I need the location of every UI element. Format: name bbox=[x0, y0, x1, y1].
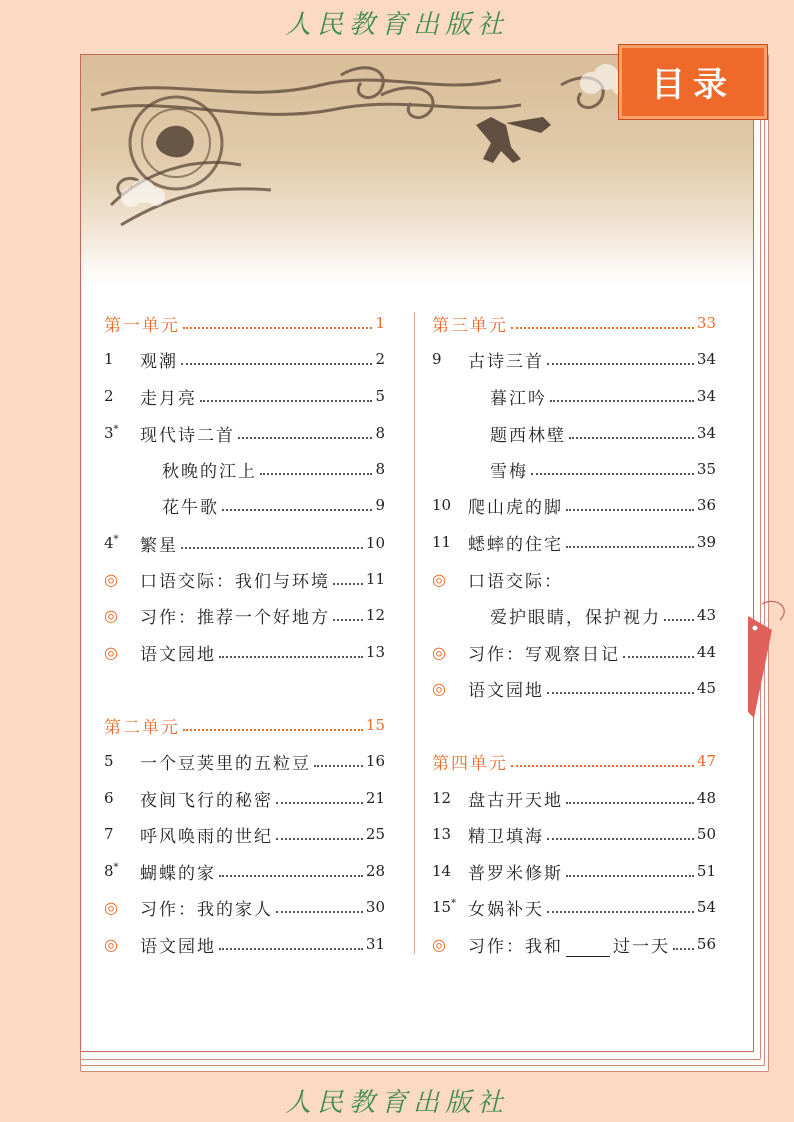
leader-dots bbox=[333, 619, 363, 621]
leader-dots bbox=[531, 473, 694, 475]
leader-dots bbox=[673, 948, 694, 950]
entry-title bbox=[140, 859, 216, 884]
leader-dots bbox=[222, 509, 372, 511]
lesson-number-text: 12 bbox=[432, 789, 452, 807]
toc-entry-lesson[interactable] bbox=[104, 346, 385, 372]
page-number: 33 bbox=[696, 314, 716, 332]
entry-title-text: 精卫填海 bbox=[468, 826, 544, 847]
toc-entry-activity[interactable] bbox=[104, 894, 385, 920]
toc-entry-activity[interactable] bbox=[432, 639, 716, 665]
page-number: 2 bbox=[375, 350, 385, 368]
entry-title-text: 习作：我的家人 bbox=[140, 899, 273, 920]
toc-entry-activity[interactable] bbox=[432, 931, 716, 957]
entry-title bbox=[140, 493, 219, 518]
entry-title-text: 雪梅 bbox=[490, 461, 528, 482]
lesson-number bbox=[104, 350, 140, 368]
lesson-number bbox=[432, 496, 468, 514]
toc-entry-sub[interactable] bbox=[104, 456, 385, 482]
entry-title-text: 夜间飞行的秘密 bbox=[140, 790, 273, 811]
page-number: 16 bbox=[365, 752, 385, 770]
lesson-number bbox=[104, 534, 140, 552]
entry-title bbox=[140, 421, 235, 446]
page-number: 13 bbox=[365, 643, 385, 661]
entry-title-text: 语文园地 bbox=[140, 644, 216, 665]
lesson-number-text: 9 bbox=[432, 350, 442, 368]
lesson-number-text: 4 bbox=[104, 534, 114, 552]
entry-title-text: 第二单元 bbox=[104, 717, 180, 738]
toc-entry-lesson[interactable] bbox=[432, 492, 716, 518]
optional-star: * bbox=[113, 424, 119, 435]
page-number: 8 bbox=[375, 460, 385, 478]
activity-marker-icon: ◎ bbox=[104, 569, 118, 589]
page-number: 47 bbox=[696, 752, 716, 770]
leader-dots bbox=[569, 437, 694, 439]
activity-marker-icon: ◎ bbox=[104, 934, 118, 954]
activity-marker-icon: ◎ bbox=[104, 605, 118, 625]
leader-dots bbox=[333, 583, 363, 585]
entry-title-text: 爬山虎的脚 bbox=[468, 497, 563, 518]
entry-title bbox=[140, 895, 273, 920]
entry-title-text: 语文园地 bbox=[468, 680, 544, 701]
entry-title bbox=[468, 457, 528, 482]
lesson-number-text: 14 bbox=[432, 862, 452, 880]
page-number: 36 bbox=[696, 496, 716, 514]
entry-title bbox=[468, 859, 563, 884]
entry-title bbox=[468, 421, 566, 446]
page-number: 30 bbox=[365, 898, 385, 916]
leader-dots bbox=[566, 875, 694, 877]
optional-star: * bbox=[113, 534, 119, 545]
bookmark-ribbon bbox=[742, 600, 794, 730]
optional-star: * bbox=[451, 898, 457, 909]
entry-title-suffix: 过一天 bbox=[613, 936, 670, 957]
lesson-number bbox=[432, 533, 468, 551]
entry-title bbox=[468, 822, 544, 847]
leader-dots bbox=[181, 363, 372, 365]
toc-entry-sub[interactable] bbox=[432, 602, 716, 628]
lesson-number-text: 3 bbox=[104, 424, 114, 442]
entry-title bbox=[140, 457, 257, 482]
entry-title-text: 习作：我和 bbox=[468, 936, 563, 957]
leader-dots bbox=[566, 546, 694, 548]
entry-title bbox=[468, 640, 620, 665]
activity-marker-icon: ◎ bbox=[104, 642, 118, 662]
page-number: 50 bbox=[696, 825, 716, 843]
entry-title bbox=[140, 567, 330, 592]
entry-title-text: 题西林壁 bbox=[490, 425, 566, 446]
leader-dots bbox=[219, 875, 363, 877]
page-number: 51 bbox=[696, 862, 716, 880]
lesson-number bbox=[104, 825, 140, 843]
entry-title-text: 一个豆荚里的五粒豆 bbox=[140, 753, 311, 774]
page-number: 34 bbox=[696, 387, 716, 405]
activity-marker-icon: ◎ bbox=[432, 678, 446, 698]
publisher-logo-top: 人民教育出版社 bbox=[284, 10, 509, 40]
entry-title-text: 习作：写观察日记 bbox=[468, 644, 620, 665]
activity-marker-icon: ◎ bbox=[432, 934, 446, 954]
toc-entry-lesson[interactable] bbox=[104, 383, 385, 409]
entry-title-text: 语文园地 bbox=[140, 936, 216, 957]
entry-title bbox=[140, 640, 216, 665]
page-number: 34 bbox=[696, 350, 716, 368]
entry-title-text: 盘古开天地 bbox=[468, 790, 563, 811]
entry-title bbox=[140, 749, 311, 774]
page-number: 9 bbox=[375, 496, 385, 514]
entry-title-text: 走月亮 bbox=[140, 388, 197, 409]
toc-entry-lesson[interactable] bbox=[432, 894, 716, 920]
entry-title bbox=[140, 384, 197, 409]
lesson-number bbox=[104, 387, 140, 405]
page-number: 31 bbox=[365, 935, 385, 953]
entry-title bbox=[140, 603, 330, 628]
entry-title bbox=[140, 932, 216, 957]
lesson-number bbox=[104, 752, 140, 770]
leader-dots bbox=[314, 765, 363, 767]
entry-title bbox=[468, 567, 563, 592]
leader-dots bbox=[566, 509, 694, 511]
leader-dots bbox=[183, 729, 363, 731]
entry-title-text: 现代诗二首 bbox=[140, 425, 235, 446]
page-number: 35 bbox=[696, 460, 716, 478]
lesson-number bbox=[432, 789, 468, 807]
optional-star: * bbox=[113, 862, 119, 873]
toc-entry-lesson[interactable] bbox=[104, 748, 385, 774]
entry-title bbox=[468, 932, 670, 957]
entry-title bbox=[468, 493, 563, 518]
leader-dots bbox=[664, 619, 694, 621]
leader-dots bbox=[276, 838, 363, 840]
entry-title bbox=[104, 311, 180, 336]
toc-entry-sub[interactable] bbox=[432, 420, 716, 446]
leader-dots bbox=[181, 547, 363, 549]
toc-entry-lesson[interactable] bbox=[432, 529, 716, 555]
toc-entry-lesson[interactable] bbox=[104, 821, 385, 847]
entry-title-text: 蟋蟀的住宅 bbox=[468, 534, 563, 555]
page-number: 56 bbox=[696, 935, 716, 953]
page-number: 48 bbox=[696, 789, 716, 807]
lesson-number-text: 2 bbox=[104, 387, 114, 405]
column-divider bbox=[414, 312, 415, 954]
page-number: 15 bbox=[365, 716, 385, 734]
leader-dots bbox=[260, 473, 372, 475]
toc-entry-lesson[interactable] bbox=[432, 821, 716, 847]
toc-entry-lesson[interactable] bbox=[432, 346, 716, 372]
entry-title bbox=[104, 713, 180, 738]
entry-title bbox=[140, 531, 178, 556]
entry-title bbox=[140, 786, 273, 811]
lesson-number-text: 11 bbox=[432, 533, 452, 551]
toc-entry-activity[interactable] bbox=[432, 675, 716, 701]
page-number: 34 bbox=[696, 424, 716, 442]
lesson-number bbox=[104, 789, 140, 807]
page-number: 11 bbox=[365, 570, 385, 588]
entry-title-text: 呼风唤雨的世纪 bbox=[140, 826, 273, 847]
page-number: 25 bbox=[365, 825, 385, 843]
leader-dots bbox=[276, 802, 363, 804]
lesson-number-text: 1 bbox=[104, 350, 114, 368]
page-number: 54 bbox=[696, 898, 716, 916]
entry-title-text: 口语交际： bbox=[468, 571, 563, 592]
toc-entry-unit[interactable] bbox=[104, 712, 385, 738]
leader-dots bbox=[183, 327, 372, 329]
page-number: 44 bbox=[696, 643, 716, 661]
entry-title-text: 口语交际：我们与环境 bbox=[140, 571, 330, 592]
entry-title bbox=[468, 895, 544, 920]
toc-entry-activity[interactable] bbox=[104, 566, 385, 592]
page-number: 28 bbox=[365, 862, 385, 880]
toc-entry-unit[interactable] bbox=[432, 310, 716, 336]
lesson-number-text: 8 bbox=[104, 862, 114, 880]
toc-entry-sub[interactable] bbox=[104, 492, 385, 518]
lesson-number bbox=[432, 825, 468, 843]
leader-dots bbox=[238, 437, 372, 439]
entry-title bbox=[468, 676, 544, 701]
toc-entry-lesson[interactable] bbox=[104, 858, 385, 884]
entry-title bbox=[468, 347, 544, 372]
page-number: 5 bbox=[375, 387, 385, 405]
page-number: 45 bbox=[696, 679, 716, 697]
entry-title-text: 观潮 bbox=[140, 351, 178, 372]
leader-dots bbox=[547, 692, 694, 694]
leader-dots bbox=[511, 765, 694, 767]
toc-entry-activity[interactable] bbox=[104, 602, 385, 628]
entry-title-text: 爱护眼睛，保护视力 bbox=[490, 607, 661, 628]
entry-title bbox=[468, 530, 563, 555]
lesson-number-text: 5 bbox=[104, 752, 114, 770]
leader-dots bbox=[547, 363, 694, 365]
lesson-number bbox=[432, 350, 468, 368]
leader-dots bbox=[550, 400, 694, 402]
lesson-number bbox=[432, 862, 468, 880]
toc-entry-sub[interactable] bbox=[432, 456, 716, 482]
entry-title bbox=[468, 384, 547, 409]
entry-title bbox=[432, 311, 508, 336]
toc-entry-unit[interactable] bbox=[104, 310, 385, 336]
entry-title-text: 花牛歌 bbox=[162, 497, 219, 518]
page-number: 12 bbox=[365, 606, 385, 624]
entry-title bbox=[468, 603, 661, 628]
lesson-number-text: 15 bbox=[432, 898, 452, 916]
toc-entry-lesson[interactable] bbox=[432, 785, 716, 811]
leader-dots bbox=[276, 911, 363, 913]
contents-title-tab bbox=[618, 44, 768, 120]
toc-entry-unit[interactable] bbox=[432, 748, 716, 774]
lesson-number-text: 7 bbox=[104, 825, 114, 843]
entry-title bbox=[432, 749, 508, 774]
leader-dots bbox=[219, 656, 363, 658]
page-number: 39 bbox=[696, 533, 716, 551]
page-number: 21 bbox=[365, 789, 385, 807]
publisher-logo-bottom: 人民教育出版社 bbox=[284, 1088, 509, 1118]
toc-entry-lesson[interactable] bbox=[104, 785, 385, 811]
lesson-number-text: 10 bbox=[432, 496, 452, 514]
toc-entry-lesson[interactable] bbox=[104, 530, 385, 556]
leader-dots bbox=[511, 327, 694, 329]
toc-entry-sub[interactable] bbox=[432, 383, 716, 409]
leader-dots bbox=[200, 400, 372, 402]
entry-title-text: 蝴蝶的家 bbox=[140, 863, 216, 884]
page-number: 43 bbox=[696, 606, 716, 624]
entry-title bbox=[140, 347, 178, 372]
entry-title-text: 古诗三首 bbox=[468, 351, 544, 372]
entry-title-text: 普罗米修斯 bbox=[468, 863, 563, 884]
toc-entry-activity[interactable] bbox=[104, 639, 385, 665]
leader-dots bbox=[547, 838, 694, 840]
page-number: 8 bbox=[375, 424, 385, 442]
entry-title-text: 习作：推荐一个好地方 bbox=[140, 607, 330, 628]
entry-title-text: 第一单元 bbox=[104, 315, 180, 336]
contents-title: 目录 bbox=[651, 65, 735, 105]
activity-marker-icon: ◎ bbox=[432, 642, 446, 662]
page-number: 10 bbox=[365, 534, 385, 552]
lesson-number bbox=[104, 862, 140, 880]
entry-title-text: 女娲补天 bbox=[468, 899, 544, 920]
toc-entry-lesson[interactable] bbox=[432, 858, 716, 884]
lesson-number bbox=[104, 424, 140, 442]
fill-in-blank bbox=[566, 940, 610, 957]
activity-marker-icon: ◎ bbox=[104, 897, 118, 917]
entry-title-text: 暮江吟 bbox=[490, 388, 547, 409]
toc-entry-lesson[interactable] bbox=[104, 420, 385, 446]
entry-title-text: 秋晚的江上 bbox=[162, 461, 257, 482]
entry-title bbox=[140, 822, 273, 847]
leader-dots bbox=[566, 802, 694, 804]
entry-title-text: 第四单元 bbox=[432, 753, 508, 774]
entry-title-text: 第三单元 bbox=[432, 315, 508, 336]
lesson-number-text: 6 bbox=[104, 789, 114, 807]
lesson-number bbox=[432, 898, 468, 916]
toc-entry-activity[interactable] bbox=[432, 566, 716, 592]
activity-marker-icon: ◎ bbox=[432, 569, 446, 589]
leader-dots bbox=[623, 656, 694, 658]
page-number: 1 bbox=[375, 314, 385, 332]
leader-dots bbox=[219, 948, 363, 950]
leader-dots bbox=[547, 911, 694, 913]
entry-title bbox=[468, 786, 563, 811]
entry-title-text: 繁星 bbox=[140, 535, 178, 556]
toc-entry-activity[interactable] bbox=[104, 931, 385, 957]
lesson-number-text: 13 bbox=[432, 825, 452, 843]
